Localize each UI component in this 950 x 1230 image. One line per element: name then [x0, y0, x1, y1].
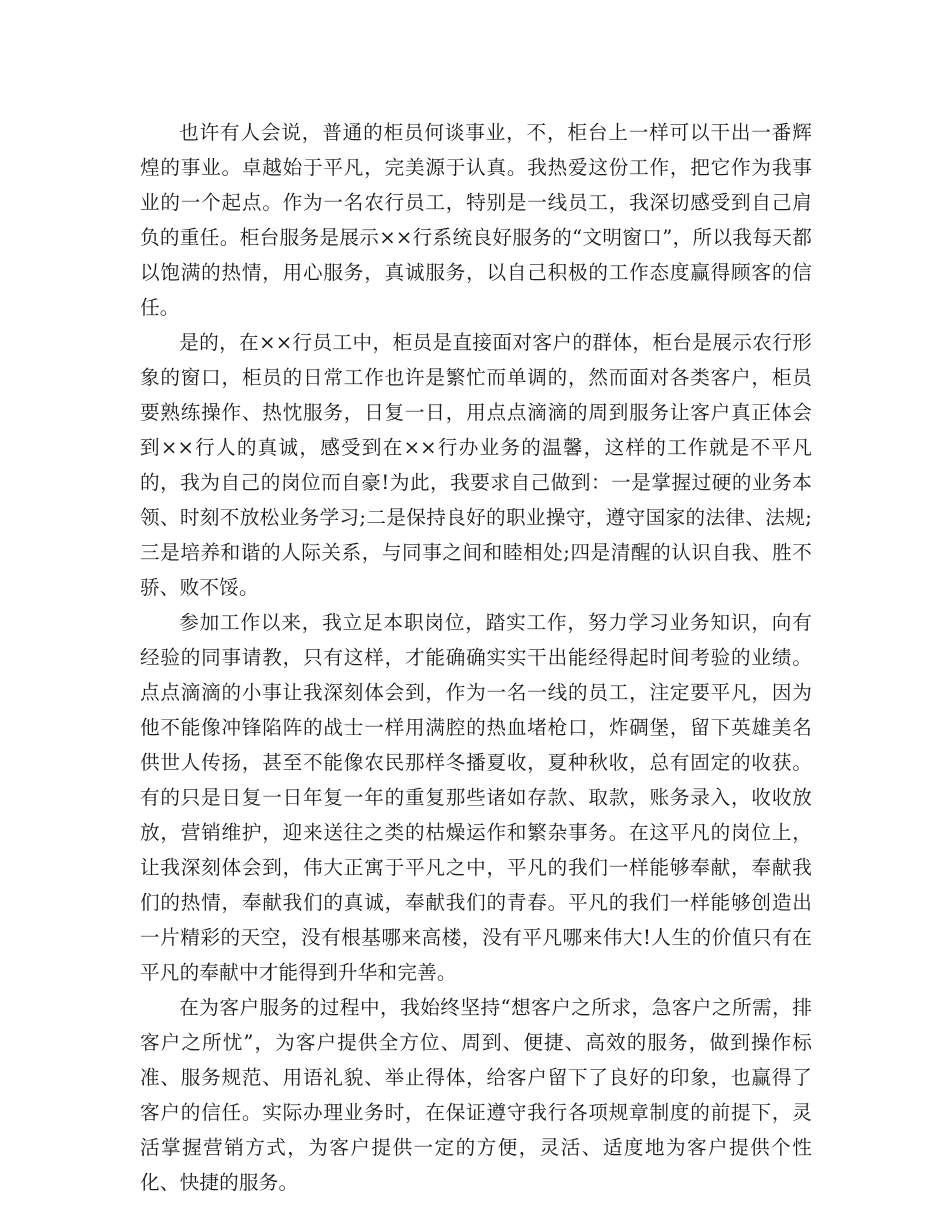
document-body — [140, 115, 812, 1200]
paragraph-3: 参加工作以来，我立足本职岗位，踏实工作，努力学习业务知识，向有经验的同事请教，只有这样，才能确确实实干出能经得起时间考验的业绩。点点滴滴的小事让我深刻体会到，作为一名一线的员工，注定要平凡，因为他不能像冲锋陷阵的战士一样用满腔的热血堵枪口，炸碉堡，留下英雄美名供世人传扬，甚至不能像农民那样冬播夏收，夏种秋收，总有固定的收获。有的只是日复一日年复一年的重复那些诸如存款、取款，账务录入，收收放放，营销维护，迎来送往之类的枯燥运作和繁杂事务。在这平凡的岗位上，让我深刻体会到，伟大正寓于平凡之中，平凡的我们一样能够奉献，奉献我们的热情，奉献我们的真诚，奉献我们的青春。平凡的我们一样能够创造出一片精彩的天空，没有根基哪来高楼，没有平凡哪来伟大!人生的价值只有在平凡的奉献中才能得到升华和完善。 — [140, 611, 812, 984]
paragraph-4: 在为客户服务的过程中，我始终坚持“想客户之所求，急客户之所需，排客户之所忧”，为客户提供全方位、周到、便捷、高效的服务，做到操作标准、服务规范、用语礼貌、举止得体，给客户留下了良好的印象，也赢得了客户的信任。实际办理业务时，在保证遵守我行各项规章制度的前提下，灵活掌握营销方式，为客户提供一定的方便，灵活、适度地为客户提供个性化、快捷的服务。 — [140, 996, 812, 1194]
paragraph-1: 也许有人会说，普通的柜员何谈事业，不，柜台上一样可以干出一番辉煌的事业。卓越始于平凡，完美源于认真。我热爱这份工作，把它作为我事业的一个起点。作为一名农行员工，特别是一线员工，我深切感受到自己肩负的重任。柜台服务是展示××行系统良好服务的“文明窗口”，所以我每天都以饱满的热情，用心服务，真诚服务，以自己积极的工作态度赢得顾客的信任。 — [140, 121, 812, 319]
paragraph-2: 是的，在××行员工中，柜员是直接面对客户的群体，柜台是展示农行形象的窗口，柜员的日常工作也许是繁忙而单调的，然而面对各类客户，柜员要熟练操作、热忱服务，日复一日，用点点滴滴的周到服务让客户真正体会到××行人的真诚，感受到在××行办业务的温馨，这样的工作就是不平凡的，我为自己的岗位而自豪!为此，我要求自己做到：一是掌握过硬的业务本领、时刻不放松业务学习;二是保持良好的职业操守，遵守国家的法律、法规;三是培养和谐的人际关系，与同事之间和睦相处;四是清醒的认识自我、胜不骄、败不馁。 — [140, 331, 812, 599]
